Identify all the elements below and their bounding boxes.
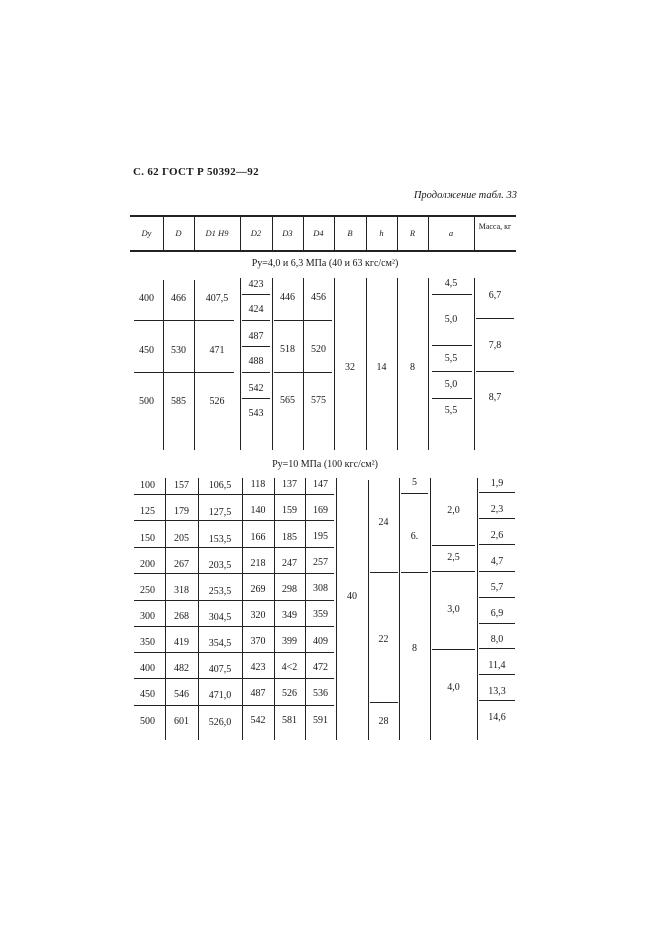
col-header-dy: Dу <box>141 228 152 238</box>
section2-a-value: 4,0 <box>447 682 460 693</box>
section1-mass-value: 8,7 <box>488 392 502 403</box>
section2-h-value: 22 <box>378 634 389 645</box>
section2-r-value: 5 <box>412 477 417 488</box>
section1-mass-value: 6,7 <box>488 290 502 301</box>
section2-h-value: 24 <box>378 517 389 528</box>
section2-a-value: 2,0 <box>447 505 460 516</box>
section1-a-value: 5,0 <box>444 314 458 325</box>
section2-a-value: 2,5 <box>447 552 460 563</box>
col-header-d1: D1 H9 <box>205 228 229 238</box>
col-header-b: B <box>347 228 353 238</box>
section2-h-value: 28 <box>378 716 389 727</box>
section1-a-value: 5,0 <box>444 379 458 390</box>
section-title-pressure-10: Pу=10 МПа (100 кгс/см²) <box>272 459 378 470</box>
page-header-left: С. 62 ГОСТ Р 50392—92 <box>133 166 259 178</box>
col-header-h: h <box>379 228 384 238</box>
section2-r-value: 6. <box>410 531 419 542</box>
col-header-a: a <box>448 228 454 238</box>
col-header-mass: Масса, кг <box>478 222 512 231</box>
section1-a-value: 5,5 <box>444 353 458 364</box>
section2-r-value: 8 <box>412 643 417 654</box>
col-header-d: D <box>175 228 182 238</box>
section2-b-value: 40 <box>347 591 357 602</box>
section1-r-value: 8 <box>410 362 415 373</box>
section1-mass-value: 7,8 <box>488 340 502 351</box>
col-header-d3: D3 <box>282 228 293 238</box>
section-title-pressure-4-6: Pу=4,0 и 6,3 МПа (40 и 63 кгс/см²) <box>251 258 399 269</box>
section1-a-value: 5,5 <box>444 405 458 416</box>
col-header-d4: D4 <box>313 228 324 238</box>
section2-a-value: 3,0 <box>447 604 460 615</box>
section1-a-value: 4,5 <box>444 278 458 289</box>
section1-b-value: 32 <box>345 362 355 373</box>
col-header-d2: D2 <box>250 228 262 238</box>
table-continuation-caption: Продолжение табл. 33 <box>413 190 517 201</box>
col-header-r: R <box>409 228 416 238</box>
section1-h-value: 14 <box>376 362 387 373</box>
